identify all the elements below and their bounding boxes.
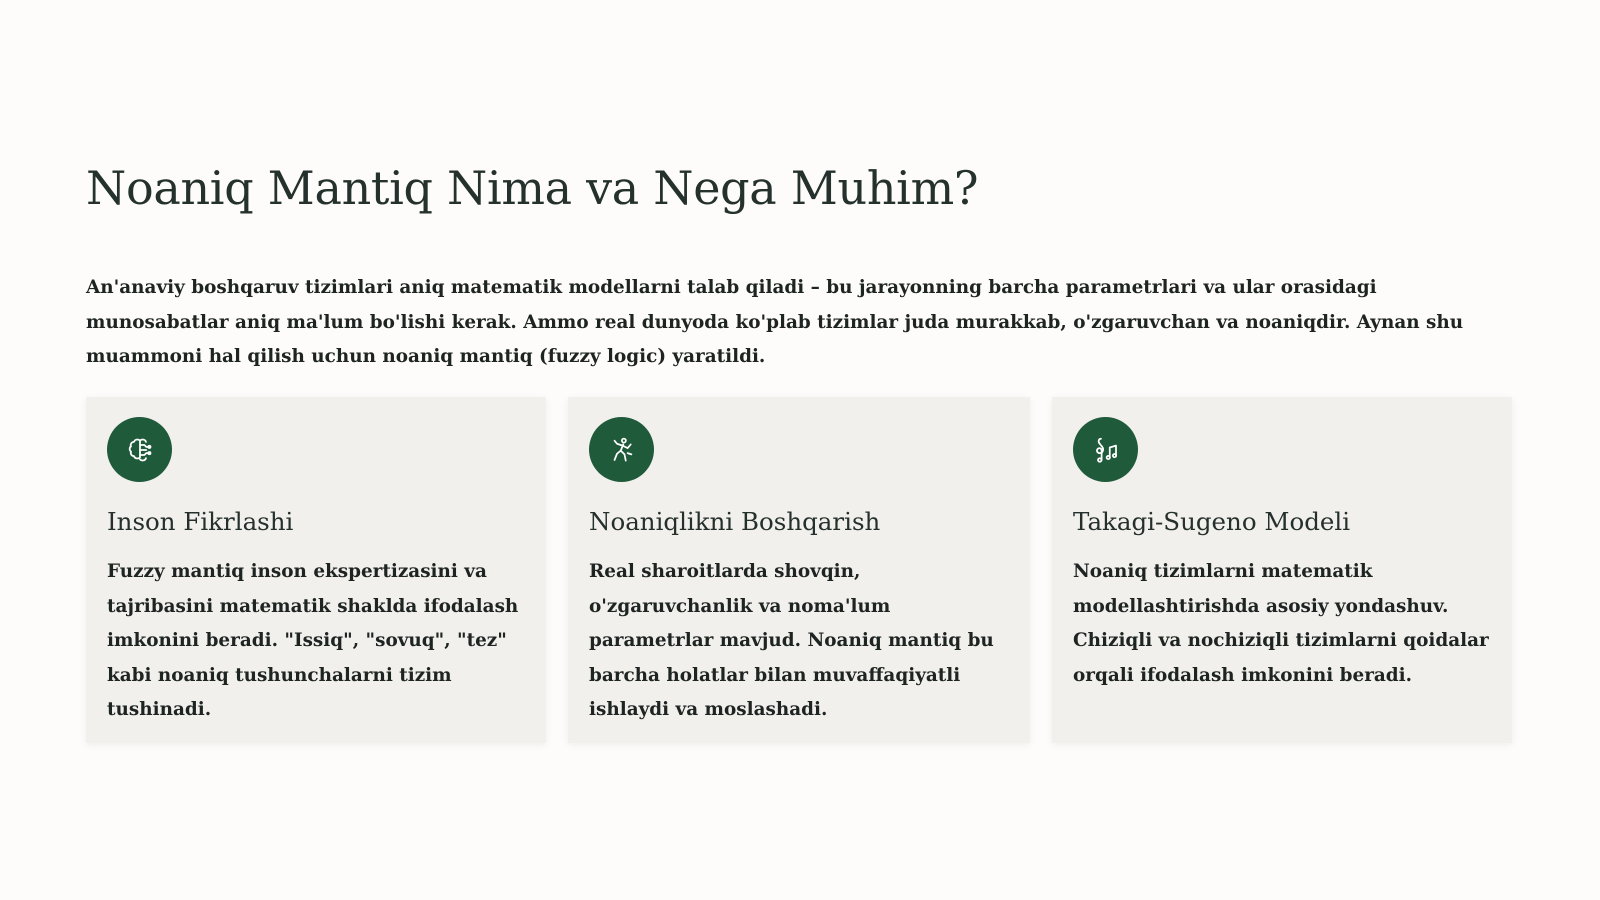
card-description: Real sharoitlarda shovqin, o'zgaruvchanlik va noma'lum parametrlar mavjud. Noaniq mantiq bu barcha holatlar bilan muvaffaqiyatli ishlaydi va moslashadi.	[589, 561, 994, 721]
card-title: Noaniqlikni Boshqarish	[589, 507, 881, 536]
balance-figure-icon	[589, 417, 654, 482]
slide	[86, 0, 1512, 900]
card-title: Inson Fikrlashi	[107, 507, 294, 536]
brain-icon	[107, 417, 172, 482]
music-notes-icon	[1073, 417, 1138, 482]
intro-paragraph: An'anaviy boshqaruv tizimlari aniq matematik modellarni talab qiladi – bu jarayonning barcha parametrlari va ular orasidagi munosabatlar aniq ma'lum bo'lishi kerak. Ammo real dunyoda ko'plab tizimlar juda murakkab, o'zgaruvchan va noaniqdir. Aynan shu muammoni hal qilish uchun noaniq mantiq (fuzzy logic) yaratildi.	[86, 277, 1464, 367]
card-title: Takagi-Sugeno Modeli	[1073, 507, 1351, 536]
feature-card-uncertainty	[568, 397, 1030, 743]
feature-card-human-thinking	[86, 397, 546, 743]
feature-card-takagi-sugeno	[1052, 397, 1512, 743]
feature-cards	[86, 397, 1512, 743]
card-description: Noaniq tizimlarni matematik modellashtirishda asosiy yondashuv. Chiziqli va nochiziqli tizimlarni qoidalar orqali ifodalash imkonini beradi.	[1073, 561, 1489, 686]
card-description: Fuzzy mantiq inson ekspertizasini va tajribasini matematik shaklda ifodalash imkonini beradi. "Issiq", "sovuq", "tez" kabi noaniq tushunchalarni tizim tushinadi.	[107, 561, 519, 721]
page-title: Noaniq Mantiq Nima va Nega Muhim?	[86, 161, 979, 215]
